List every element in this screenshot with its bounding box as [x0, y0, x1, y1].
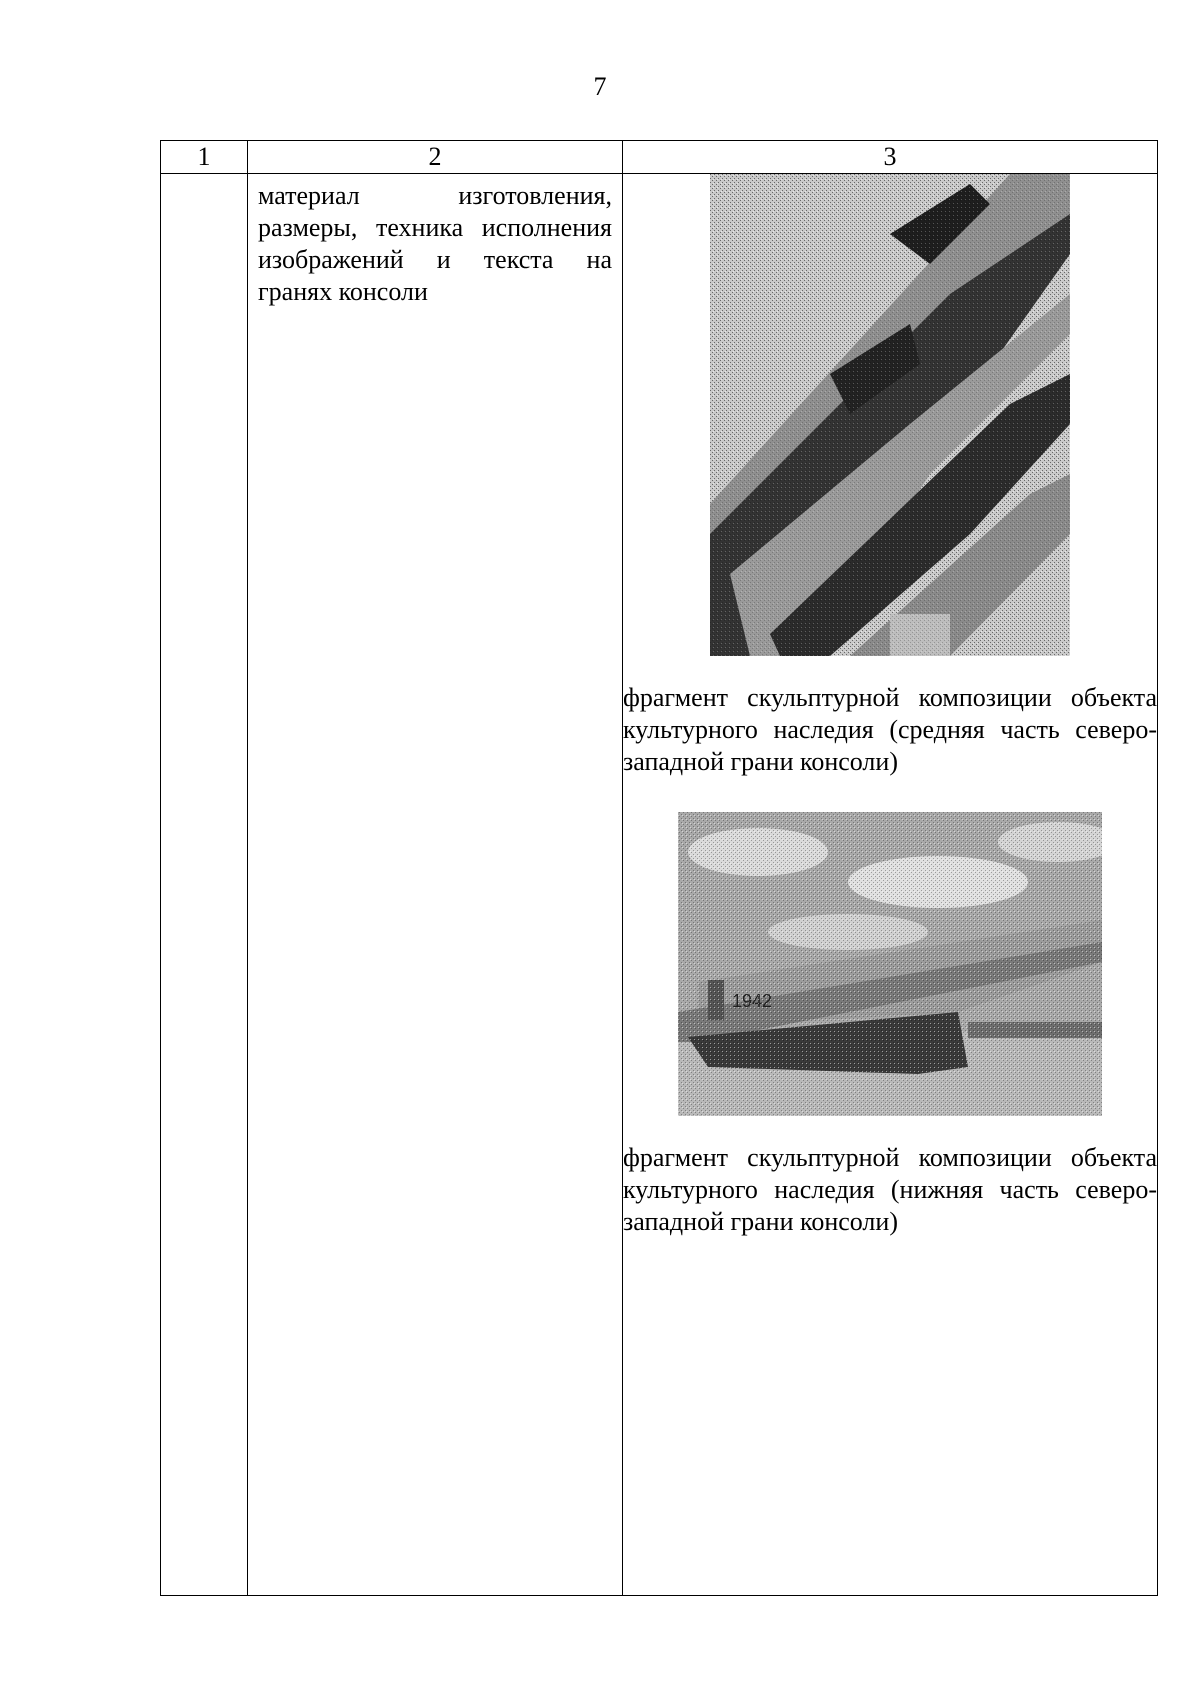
- photo-console-middle: [710, 174, 1070, 656]
- photo-console-lower: [678, 812, 1102, 1116]
- page-number: 7: [593, 72, 607, 101]
- header-cell-3: 3: [623, 141, 1158, 174]
- row-cell-1: [161, 174, 248, 1596]
- table-header-row: [161, 141, 1158, 174]
- table-row: [161, 174, 1158, 1596]
- photo-caption-2: фрагмент скульптурной композиции объекта культурного наследия (нижняя часть северо-западной грани консоли): [623, 1143, 1157, 1236]
- header-cell-1: 1: [161, 141, 248, 174]
- row-cell-2: [248, 174, 623, 1596]
- document-table: [160, 140, 1158, 1596]
- attribute-description: материал изготовления, размеры, техника исполнения изображений и текста на гранях консоли: [258, 181, 612, 306]
- photo-caption-1: фрагмент скульптурной композиции объекта культурного наследия (средняя часть северо-западной грани консоли): [623, 683, 1157, 776]
- header-cell-2: 2: [248, 141, 623, 174]
- row-cell-3: [623, 174, 1158, 1596]
